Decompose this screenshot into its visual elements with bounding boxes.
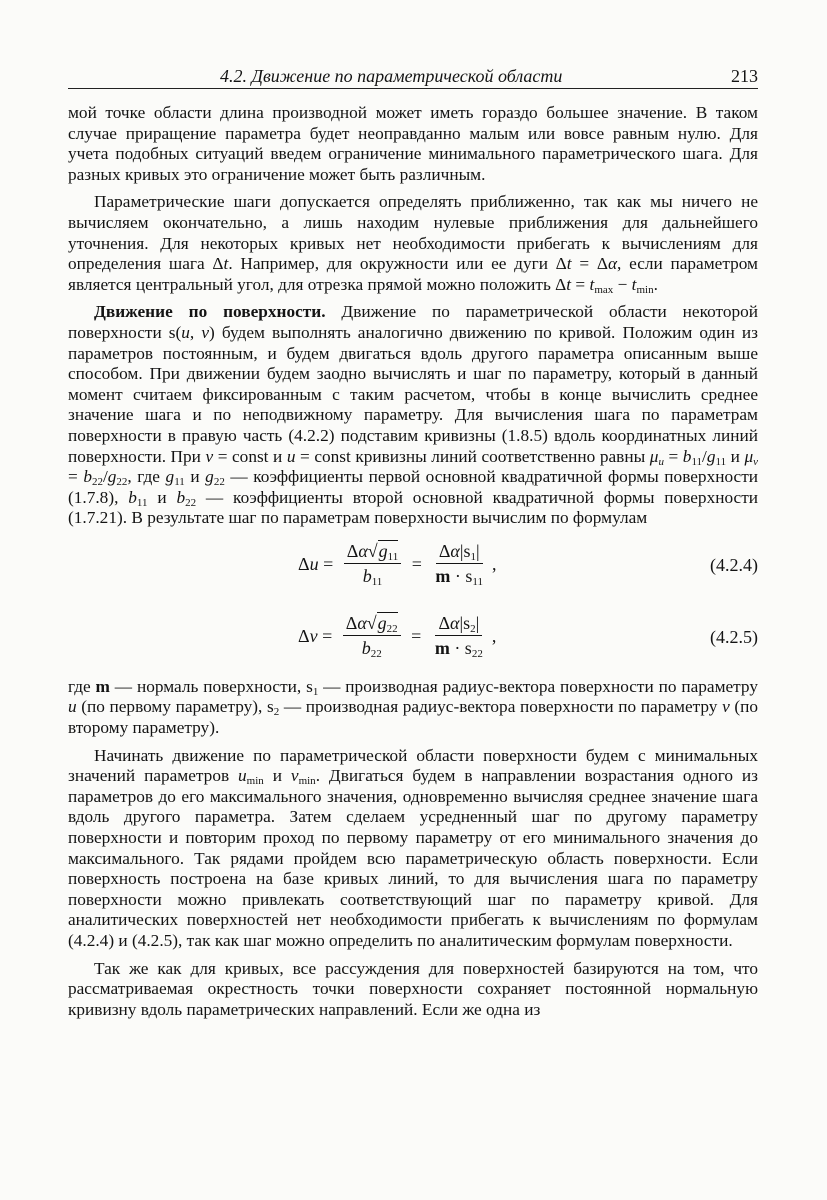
fraction-1: $\frac{\Delta\alpha√g_{11}}{b_{11}}$ xyxy=(344,541,402,587)
paragraph-2: Параметрические шаги допускается определять приближенно, так как мы ничего не вычисляем окончательно, а лишь находим нулевые приближения для дальнейшего уточнения. Для некоторых кривых нет необходимости прибегать к вычислениям для определения шага Δt. Например, для окружности или ее дуги Δt = Δα, если параметром является центральный угол, для отрезка прямой можно положить $\Delta t = t_{max} - t_{min}$. xyxy=(68,192,758,296)
fraction-4: $\frac{\Delta\alpha|s_2|}{m \cdot s_{22}}$ xyxy=(434,612,483,661)
paragraph-definitions: где m — нормаль поверхности, $s_1$ — производная радиус-вектора поверхности по параметру u (по первому параметру), $s_2$ — производная радиус-вектора поверхности по параметру v (по второму параметру). xyxy=(68,676,758,738)
equation-4-2-5: Δ v = $\frac{\Delta\alpha√g_{22}}{b_{22}}$ = $\frac{\Delta\alpha|s_2|}{m \cdot s_{22}}$ , (4.2.5) xyxy=(298,612,758,661)
paragraph-final: Так же как для кривых, все рассуждения для поверхностей базируются на том, что рассматриваемая окрестность точки поверхности сохраняет постоянной нормальную кривизну вдоль параметрических направлений. Если же одна из xyxy=(68,958,758,1019)
paragraph-surface-motion: Движение по поверхности. Движение по параметрической области некоторой поверхности s(u, v) будем выполнять аналогично движению по кривой. Положим один из параметров постоянным, и будем двигаться вдоль другого параметра описанным выше способом. При движении будем заодно вычислять и шаг по параметру, который в данный момент считаем фиксированным с таким расчетом, чтобы в конце вычислить среднее значение шага и по неподвижному параметру. Для вычисления шага по параметрам поверхности в правую часть (4.2.2) подставим кривизны (1.8.5) вдоль координатных линий поверхности. При v = const и u = const кривизны линий соответственно равны $\mu_u = b_{11}/g_{11}$ и $\mu_v = b_{22}/g_{22}$, где $g_{11}$ и $g_{22}$ — коэффициенты первой основной квадратичной формы поверхности (1.7.8), $b_{11}$ и $b_{22}$ — коэффициенты второй основной квадратичной формы поверхности (1.7.21). В результате шаг по параметрам поверхности вычислим по формулам xyxy=(68,302,759,528)
paragraph-1: мой точке области длина производной может иметь гораздо большее значение. В таком случае приращение параметра будет неоправданно малым или вовсе равным нулю. Для учета подобных ситуаций введем ограничение минимального параметрического шага. Для разных кривых это ограничение может быть различным. xyxy=(68,103,758,184)
equation-number: (4.2.4) xyxy=(710,554,758,575)
section-lead: Движение по поверхности. xyxy=(94,302,326,322)
fraction-2: $\frac{\Delta\alpha|s_1|}{m \cdot s_{11}}$ xyxy=(435,540,483,589)
equation-4-2-4: Δ u = $\frac{\Delta\alpha√g_{11}}{b_{11}}$ = $\frac{\Delta\alpha|s_1|}{m \cdot s_{11}}$ , (4.2.4) xyxy=(298,540,758,589)
equation-number: (4.2.5) xyxy=(710,626,758,647)
paragraph-traversal: Начинать движение по параметрической области поверхности будем с минимальных значений параметров $u_{min}$ и $v_{min}$. Двигаться будем в направлении возрастания одного из параметров до его максимального значения, одновременно вычисляя среднее значение шага вдоль другого параметра. Затем сделаем усредненный шаг по другому параметру поверхности и повторим проход по первому параметру от его минимального значения до максимального. Так рядами пройдем всю параметрическую область поверхности. Если поверхность построена на базе кривых линий, то для вычисления шага по параметру поверхности можно привлекать соответствующий шаг по параметру кривой. Для аналитических поверхностей нет необходимости прибегать к вычислениям по формулам (4.2.4) и (4.2.5), так как шаг можно определить по аналитическим формулам поверхности. xyxy=(68,745,759,950)
fraction-3: $\frac{\Delta\alpha√g_{22}}{b_{22}}$ xyxy=(343,613,401,659)
page-body xyxy=(68,103,758,1020)
running-title: 4.2. Движение по параметрической области xyxy=(220,66,563,86)
page-number: 213 xyxy=(731,66,758,86)
running-header xyxy=(68,64,758,89)
